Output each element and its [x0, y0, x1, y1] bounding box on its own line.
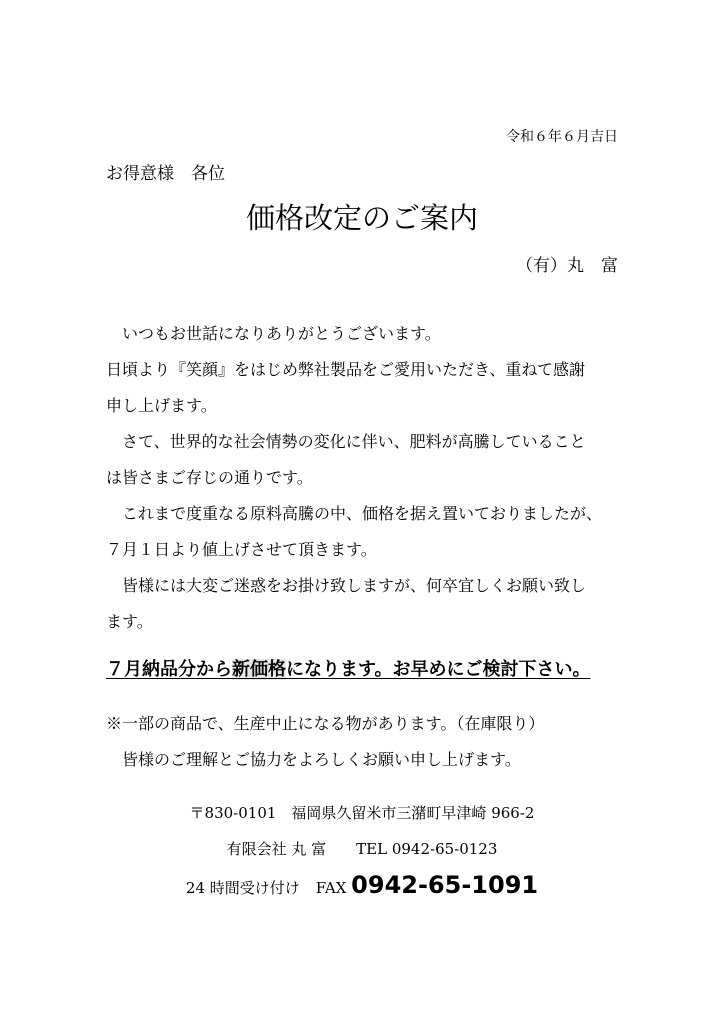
body-line: は皆さまご存じの通りです。 [106, 468, 313, 487]
issue-date: 令和６年６月吉日 [506, 129, 618, 145]
new-price-highlight: 新価格 [232, 659, 286, 680]
document-title: 価格改定のご案内 [245, 201, 478, 235]
fax-label: FAX [315, 879, 347, 897]
body-line: 申し上げます。 [106, 396, 217, 415]
body-line: さて、世界的な社会情勢の変化に伴い、肥料が高騰していること [122, 432, 586, 451]
body-line: ７月１日より値上げさせて頂きます。 [106, 540, 377, 559]
notes-block [106, 706, 544, 778]
service-hours: 24 時間受け付け [185, 879, 300, 897]
body-text [106, 316, 630, 640]
body-line: これまで度重なる原料高騰の中、価格を据え置いておりましたが、 [122, 504, 603, 523]
discontinued-note: ※一部の商品で、生産中止になる物があります。（在庫限り） [106, 714, 545, 733]
closing-note: 皆様のご理解とご協力をよろしくお願い申し上げます。 [122, 750, 521, 769]
body-line: ます。 [106, 612, 153, 631]
company-contact [0, 837, 724, 861]
company-name: 有限会社 丸 富 [226, 840, 327, 858]
body-line: 皆様には大変ご迷惑をお掛け致しますが、何卒宜しくお願い致し [122, 576, 587, 595]
body-line: 日頃より『笑顔』をはじめ弊社製品をご愛用いただき、重ねて感謝 [106, 360, 585, 379]
announcement-start: ７月納品分から [106, 659, 232, 680]
fax-number: 0942-65-1091 [351, 871, 539, 899]
company-address: 〒830-0101 福岡県久留米市三潴町早津崎 966-2 [189, 804, 535, 822]
recipient-line: お得意様 各位 [106, 164, 225, 184]
price-change-announcement [106, 656, 591, 684]
announcement-end: になります。お早めにご検討下さい。 [286, 659, 591, 680]
fax-contact [0, 868, 724, 905]
tel-number: TEL 0942-65-0123 [356, 840, 498, 858]
sender-name: （有）丸 富 [516, 256, 618, 276]
body-line: いつもお世話になりありがとうございます。 [122, 324, 441, 343]
